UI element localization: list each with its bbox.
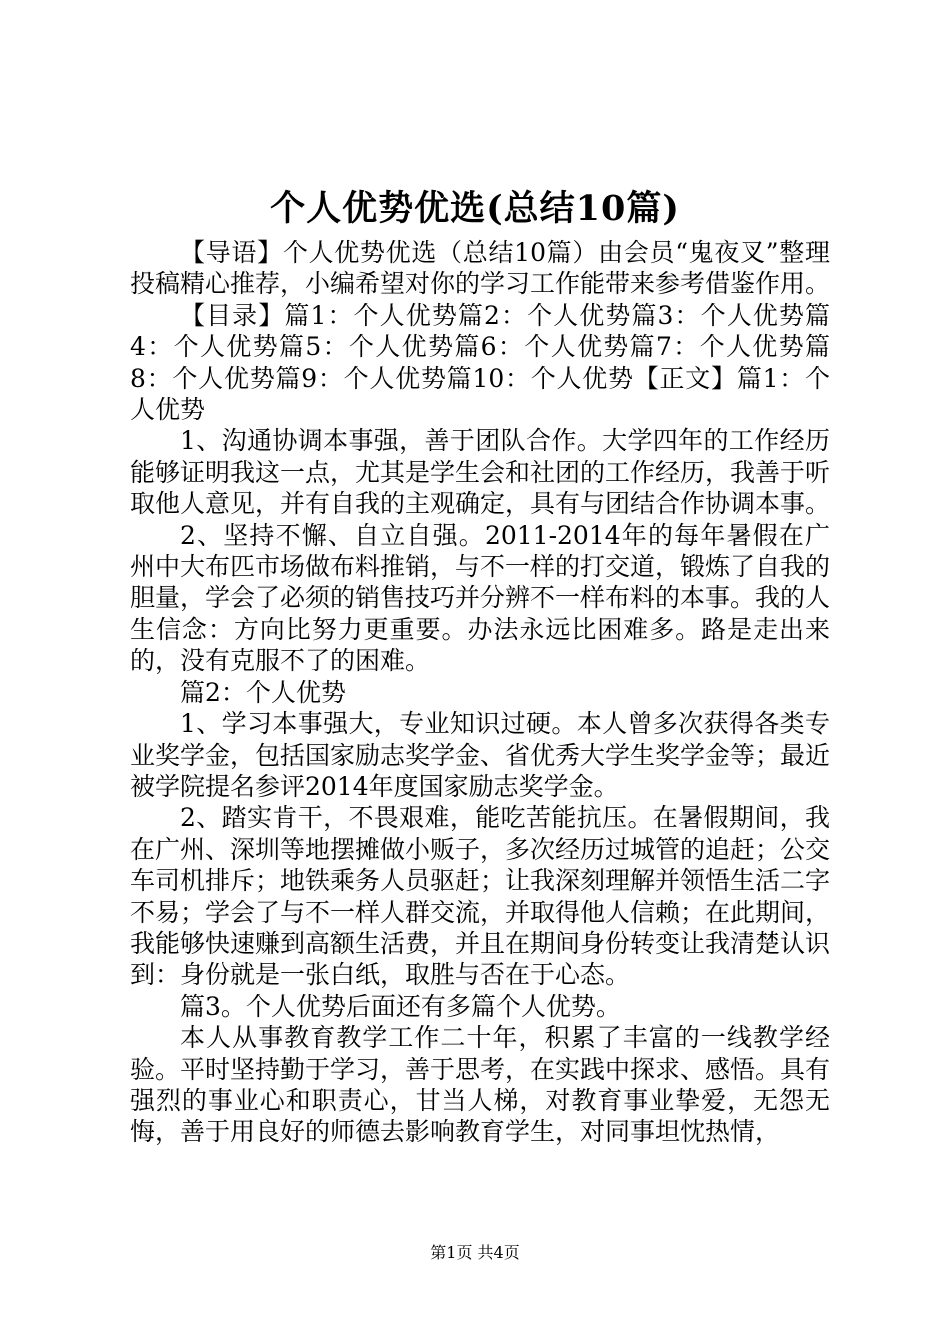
section-heading-2: 篇2：个人优势 [180, 677, 346, 707]
document-body [130, 237, 830, 1148]
paragraph-contents: 【目录】篇1：个人优势篇2：个人优势篇3：个人优势篇4：个人优势篇5：个人优势篇6：个人优势篇7：个人优势篇8：个人优势篇9：个人优势篇10：个人优势【正文】篇1：个人优势 [130, 300, 830, 425]
section-heading-3: 篇3。个人优势后面还有多篇个人优势。 [180, 991, 621, 1021]
document-title: 个人优势优选(总结10篇) [270, 188, 680, 229]
paragraph-1-2: 2、坚持不懈、自立自强。2011-2014年的每年暑假在广州中大布匹市场做布料推销，与不一样的打交道，锻炼了自我的胆量，学会了必须的销售技巧并分辨不一样布料的本事。我的人生信念：方向比努力更重要。办法永远比困难多。路是走出来的，没有克服不了的困难。 [130, 520, 831, 676]
paragraph-intro: 【导语】个人优势优选（总结10篇）由会员“鬼夜叉”整理投稿精心推荐，小编希望对你的学习工作能带来参考借鉴作用。 [130, 238, 831, 299]
page-footer: 第1页 共4页 [430, 1243, 520, 1262]
paragraph-2-1: 1、学习本事强大，专业知识过硬。本人曾多次获得各类专业奖学金，包括国家励志奖学金、省优秀大学生奖学金等；最近被学院提名参评2014年度国家励志奖学金。 [130, 709, 831, 801]
paragraph-1-1: 1、沟通协调本事强，善于团队合作。大学四年的工作经历能够证明我这一点，尤其是学生会和社团的工作经历，我善于听取他人意见，并有自我的主观确定，具有与团结合作协调本事。 [130, 426, 831, 519]
paragraph-3-1: 本人从事教育教学工作二十年，积累了丰富的一线教学经验。平时坚持勤于学习，善于思考，在实践中探求、感悟。具有强烈的事业心和职责心，甘当人梯，对教育事业挚爱，无怨无悔，善于用良好的师德去影响教育学生，对同事坦忱热情， [130, 1023, 831, 1147]
paragraph-2-2: 2、踏实肯干，不畏艰难，能吃苦能抗压。在暑假期间，我在广州、深圳等地摆摊做小贩子，多次经历过城管的追赶；公交车司机排斥；地铁乘务人员驱赶；让我深刻理解并领悟生活二字不易；学会了与不一样人群交流，并取得他人信赖；在此期间，我能够快速赚到高额生活费，并且在期间身份转变让我清楚认识到：身份就是一张白纸，取胜与否在于心态。 [130, 803, 831, 990]
